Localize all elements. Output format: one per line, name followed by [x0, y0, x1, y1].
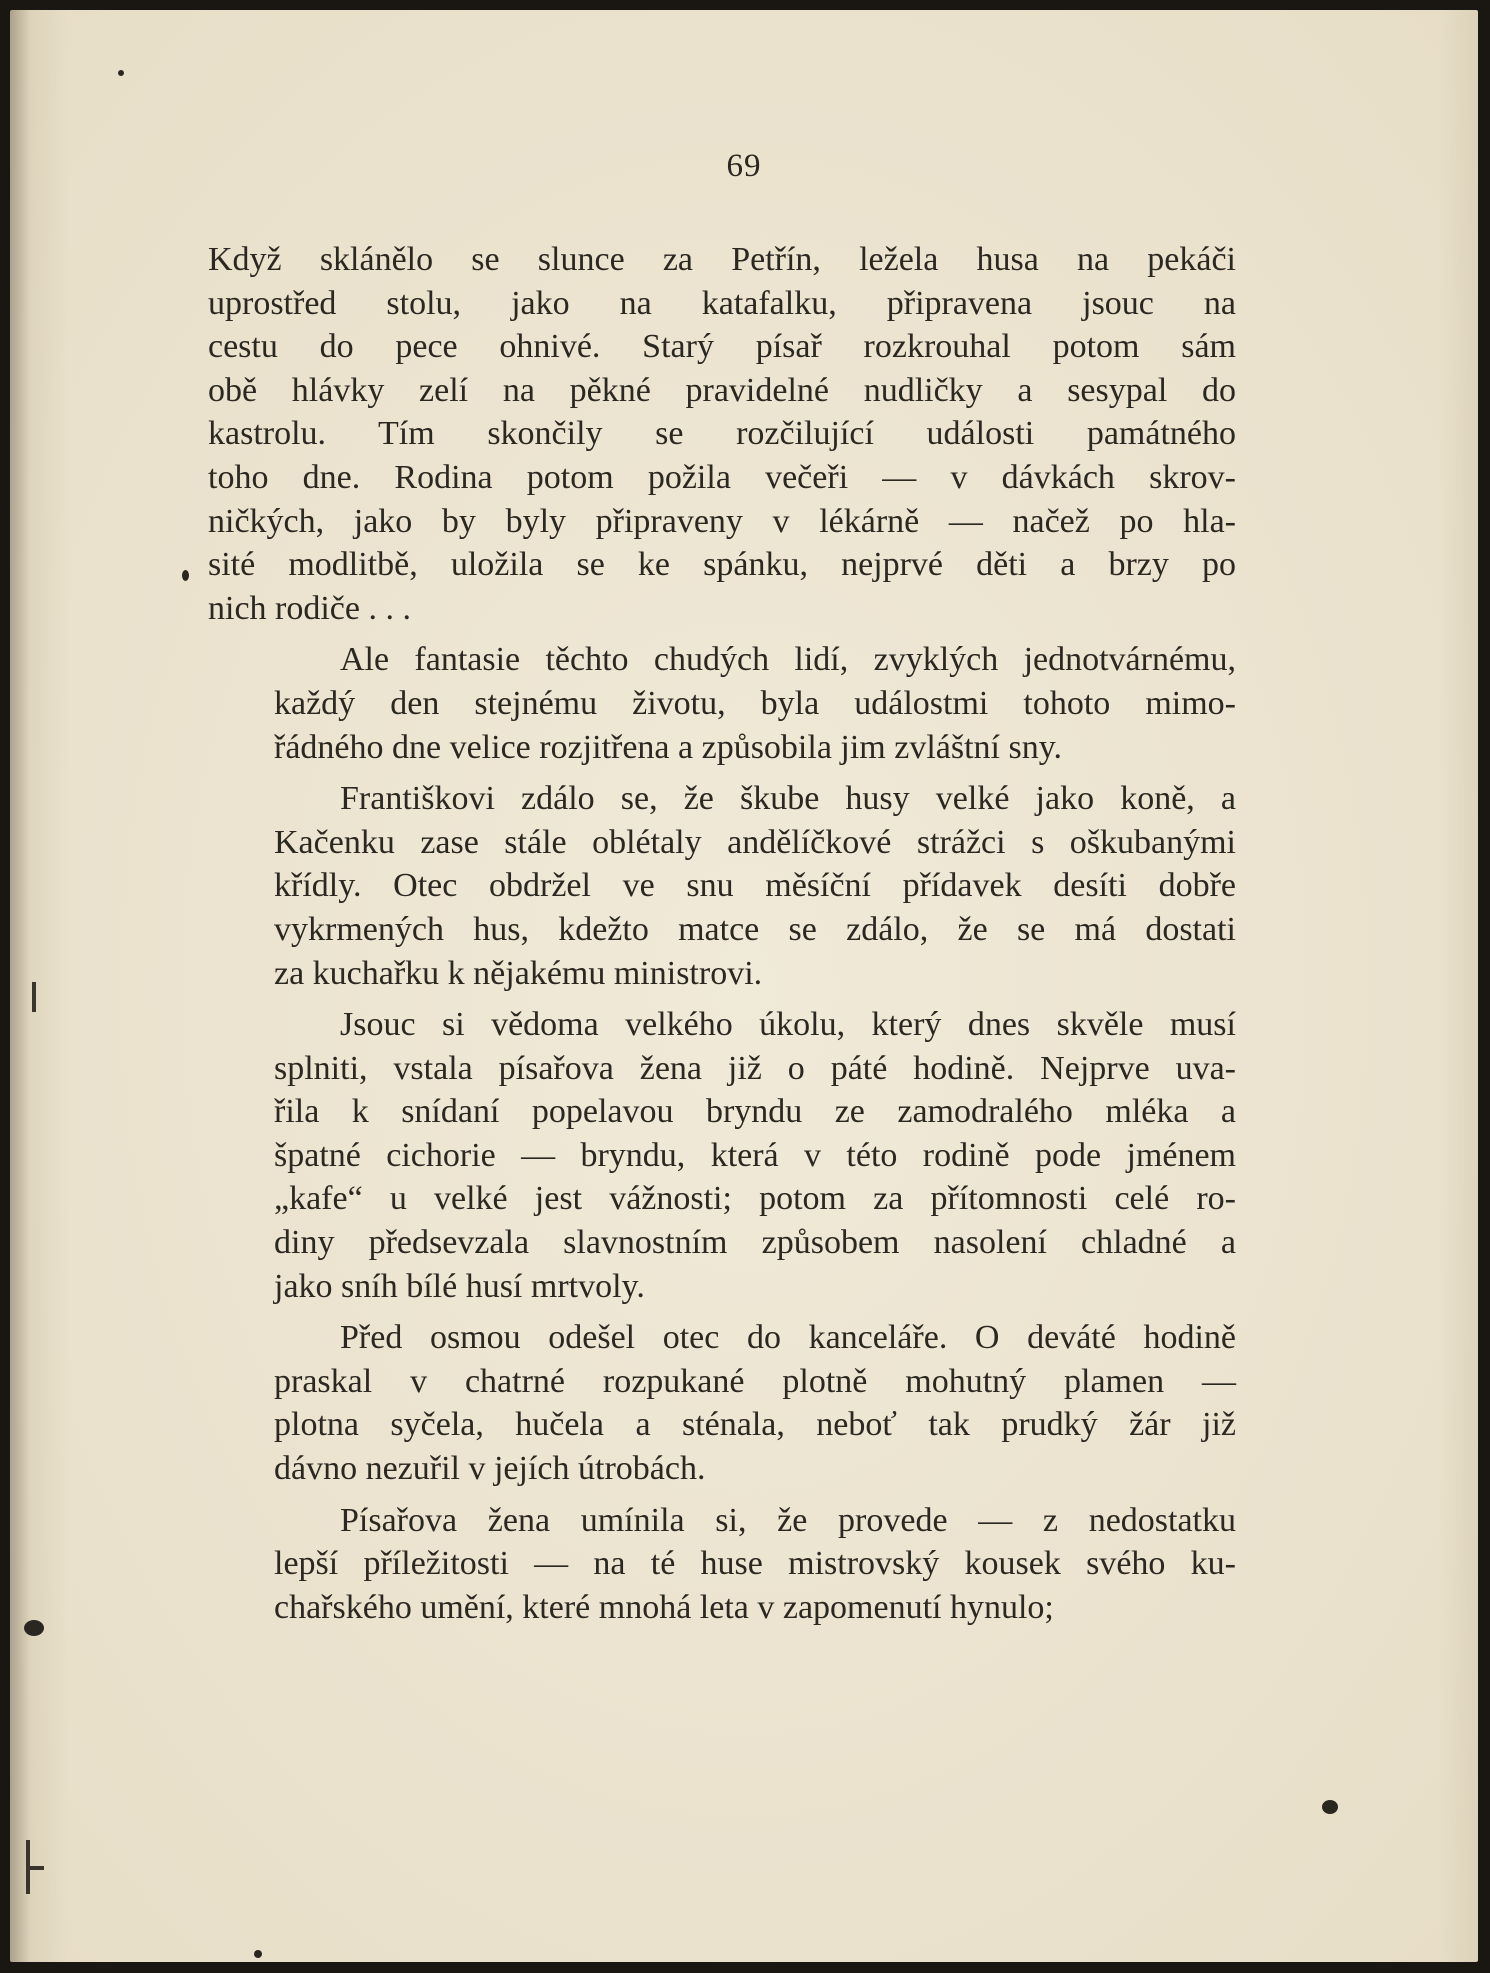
text-line: Kačenku zase stále oblétaly andělíčkové strážci s oškubanými	[274, 823, 1236, 861]
text-line: dávno nezuřil v jejích útrobách.	[274, 1450, 706, 1488]
ink-blot	[1322, 1800, 1338, 1814]
text-line: obě hlávky zelí na pěkné pravidelné nudličky a sesypal do	[208, 371, 1236, 409]
text-line: křídly. Otec obdržel ve snu měsíční přídavek desíti dobře	[274, 867, 1236, 905]
paragraph	[208, 638, 1236, 769]
text-line: Když sklánělo se slunce za Petřín, ležela husa na pekáči	[208, 241, 1236, 278]
text-line: Jsouc si vědoma velkého úkolu, který dnes skvěle musí	[340, 1006, 1236, 1044]
paragraph	[208, 1003, 1236, 1308]
text-line: špatné cichorie — bryndu, která v této rodině pode jménem	[274, 1136, 1236, 1174]
paragraph	[208, 238, 1236, 630]
text-line: Písařova žena umínila si, že provede — z nedostatku	[340, 1501, 1236, 1539]
text-line: „kafe“ u velké jest vážnosti; potom za přítomnosti celé ro-	[274, 1180, 1236, 1218]
ink-speck	[118, 70, 124, 76]
text-line: Františkovi zdálo se, že škube husy velké jako koně, a	[340, 780, 1236, 818]
book-page	[10, 10, 1478, 1962]
text-line: diny předsevzala slavnostním způsobem nasolení chladné a	[274, 1224, 1236, 1262]
text-line: nich rodiče . . .	[208, 589, 411, 627]
text-line: Před osmou odešel otec do kanceláře. O deváté hodině	[340, 1319, 1236, 1357]
paragraph	[208, 1316, 1236, 1490]
text-line: za kuchařku k nějakému ministrovi.	[274, 954, 763, 992]
text-line: plotna syčela, hučela a sténala, neboť tak prudký žár již	[274, 1406, 1236, 1444]
text-line: řila k snídaní popelavou bryndu ze zamodralého mléka a	[274, 1093, 1236, 1131]
text-line: praskal v chatrné rozpukané plotně mohutný plamen —	[274, 1362, 1236, 1400]
text-line: každý den stejnému životu, byla událostmi tohoto mimo-	[274, 684, 1236, 722]
text-line: splniti, vstala písařova žena již o páté hodině. Nejprve uva-	[274, 1049, 1236, 1087]
text-line: Ale fantasie těchto chudých lidí, zvyklých jednotvárnému,	[340, 641, 1236, 679]
ink-speck	[254, 1950, 262, 1958]
text-line: kastrolu. Tím skončily se rozčilující události památného	[208, 415, 1236, 453]
text-line: řádného dne velice rozjitřena a způsobila jim zvláštní sny.	[274, 728, 1063, 766]
page-number: 69	[726, 148, 762, 184]
text-line: cestu do pece ohnivé. Starý písař rozkrouhal potom sám	[208, 328, 1236, 366]
paragraph	[208, 777, 1236, 995]
text-line: lepší příležitosti — na té huse mistrovský kousek svého ku-	[274, 1545, 1236, 1583]
paragraph	[208, 1499, 1236, 1630]
body-text	[208, 238, 1236, 1637]
text-line: toho dne. Rodina potom požila večeři — v dávkách skrov-	[208, 458, 1236, 496]
margin-mark	[32, 982, 36, 1012]
page-edge-shadow	[10, 10, 30, 1962]
text-line: uprostřed stolu, jako na katafalku, připravena jsouc na	[208, 284, 1236, 322]
text-line: sité modlitbě, uložila se ke spánku, nejprvé děti a brzy po	[208, 546, 1236, 584]
ink-speck	[182, 570, 189, 581]
text-line: jako sníh bílé husí mrtvoly.	[274, 1267, 645, 1305]
text-line: vykrmených hus, kdežto matce se zdálo, že se má dostati	[274, 910, 1236, 948]
text-line: chařského umění, které mnohá leta v zapomenutí hynulo;	[274, 1588, 1054, 1626]
text-line: ničkých, jako by byly připraveny v lékárně — načež po hla-	[208, 502, 1236, 540]
